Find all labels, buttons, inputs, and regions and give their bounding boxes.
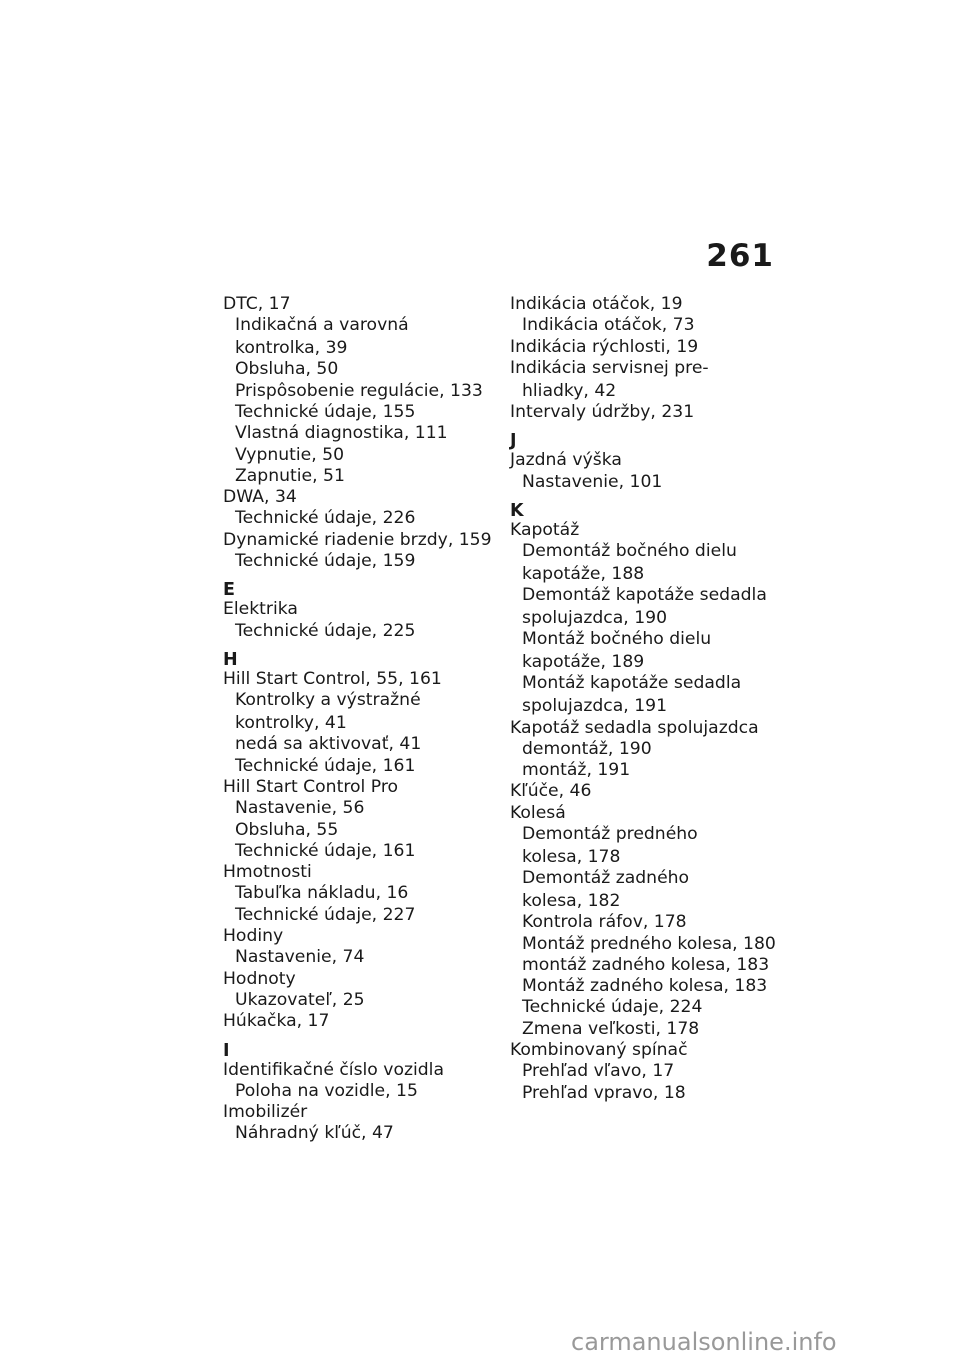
index-entry: DTC, 17 xyxy=(223,294,291,314)
index-subentry: Nastavenie, 101 xyxy=(522,471,663,492)
index-subentry-continuation: hliadky, 42 xyxy=(522,380,617,401)
index-subentry: montáž zadného kolesa, 183 xyxy=(522,954,770,975)
index-entry: Hill Start Control Pro xyxy=(223,776,399,797)
index-subentry: montáž, 191 xyxy=(522,760,631,781)
index-subentry: Vlastná diagnostika, 111 xyxy=(235,423,448,444)
index-subentry: Kontrola ráfov, 178 xyxy=(522,912,687,933)
index-subentry: Indikačná a varovná xyxy=(235,315,409,336)
index-subentry-continuation: kolesa, 178 xyxy=(522,846,621,867)
index-subentry: Vypnutie, 50 xyxy=(235,444,345,465)
index-subentry: Náhradný kľúč, 47 xyxy=(235,1123,394,1144)
index-subentry: Technické údaje, 159 xyxy=(235,551,416,572)
index-section-letter: I xyxy=(223,1040,230,1061)
index-subentry-continuation: spolujazdca, 190 xyxy=(522,608,668,629)
index-subentry: Prehľad vľavo, 17 xyxy=(522,1061,675,1082)
index-subentry: Prispôsobenie regulácie, 133 xyxy=(235,380,483,401)
index-subentry: Nastavenie, 56 xyxy=(235,798,365,819)
index-subentry: Demontáž predného xyxy=(522,824,698,845)
index-subentry: Demontáž kapotáže sedadla xyxy=(522,585,767,606)
index-subentry: Technické údaje, 224 xyxy=(522,997,703,1018)
index-subentry-continuation: kapotáže, 188 xyxy=(522,563,645,584)
index-subentry-continuation: spolujazdca, 191 xyxy=(522,696,668,717)
index-entry: Jazdná výška xyxy=(510,450,622,471)
index-subentry-continuation: kapotáže, 189 xyxy=(522,652,645,673)
index-column-right xyxy=(510,294,790,1104)
index-subentry: Tabuľka nákladu, 16 xyxy=(235,883,409,904)
index-entry: Imobilizér xyxy=(223,1102,308,1123)
index-entry: Kapotáž sedadla spolujazdca xyxy=(510,717,759,738)
index-entry: Indikácia otáčok, 19 xyxy=(510,294,683,314)
index-subentry: Ukazovateľ, 25 xyxy=(235,989,365,1010)
index-section-letter: J xyxy=(510,431,517,452)
index-entry: Hodiny xyxy=(223,926,284,947)
index-entry: Hodnoty xyxy=(223,968,296,989)
index-entry: DWA, 34 xyxy=(223,487,297,508)
index-subentry: Demontáž bočného dielu xyxy=(522,541,737,562)
index-entry: Kombinovaný spínač xyxy=(510,1040,688,1060)
index-subentry: Montáž bočného dielu xyxy=(522,629,712,650)
index-subentry: Montáž kapotáže sedadla xyxy=(522,673,742,694)
index-entry: Indikácia rýchlosti, 19 xyxy=(510,336,699,357)
index-subentry: Technické údaje, 226 xyxy=(235,508,416,529)
index-subentry: Demontáž zadného xyxy=(522,868,690,889)
index-subentry: Poloha na vozidle, 15 xyxy=(235,1080,418,1101)
index-subentry: nedá sa aktivovať, 41 xyxy=(235,734,422,755)
index-subentry: Zmena veľkosti, 178 xyxy=(522,1018,700,1039)
index-subentry: Technické údaje, 161 xyxy=(235,755,416,776)
index-entry: Dynamické riadenie brzdy, 159 xyxy=(223,529,492,550)
index-subentry: Obsluha, 55 xyxy=(235,819,339,840)
index-entry: Kolesá xyxy=(510,802,566,823)
index-entry: Kľúče, 46 xyxy=(510,781,592,802)
index-subentry: Technické údaje, 161 xyxy=(235,840,416,861)
index-subentry: Kontrolky a výstražné xyxy=(235,690,421,711)
index-subentry-continuation: kontrolky, 41 xyxy=(235,713,347,734)
index-section-letter: K xyxy=(510,500,524,521)
index-subentry: Technické údaje, 227 xyxy=(235,904,416,925)
index-column-left xyxy=(223,294,498,1145)
index-entry: Hmotnosti xyxy=(223,862,312,883)
index-subentry: Prehľad vpravo, 18 xyxy=(522,1082,686,1103)
index-entry: Intervaly údržby, 231 xyxy=(510,401,695,422)
index-entry: Identifikačné číslo vozidla xyxy=(223,1059,444,1080)
index-subentry: Montáž predného kolesa, 180 xyxy=(522,933,776,954)
index-entry: Hill Start Control, 55, 161 xyxy=(223,668,442,689)
index-entry: Elektrika xyxy=(223,599,298,620)
index-entry: Indikácia servisnej pre- xyxy=(510,357,709,378)
index-subentry: Montáž zadného kolesa, 183 xyxy=(522,976,768,997)
watermark: carmanualsonline.info xyxy=(571,1328,837,1356)
index-entry: Kapotáž xyxy=(510,519,580,540)
index-subentry-continuation: kontrolka, 39 xyxy=(235,338,348,359)
index-entry: Húkačka, 17 xyxy=(223,1011,330,1032)
index-subentry: demontáž, 190 xyxy=(522,738,652,759)
index-section-letter: H xyxy=(223,649,238,670)
page-number: 261 xyxy=(706,238,774,274)
index-section-letter: E xyxy=(223,580,235,601)
index-subentry-continuation: kolesa, 182 xyxy=(522,890,621,911)
index-subentry: Technické údaje, 225 xyxy=(235,620,416,641)
index-subentry: Technické údaje, 155 xyxy=(235,401,416,422)
index-subentry: Zapnutie, 51 xyxy=(235,465,345,486)
index-subentry: Nastavenie, 74 xyxy=(235,947,365,968)
index-subentry: Indikácia otáčok, 73 xyxy=(522,315,695,336)
index-subentry: Obsluha, 50 xyxy=(235,359,339,380)
